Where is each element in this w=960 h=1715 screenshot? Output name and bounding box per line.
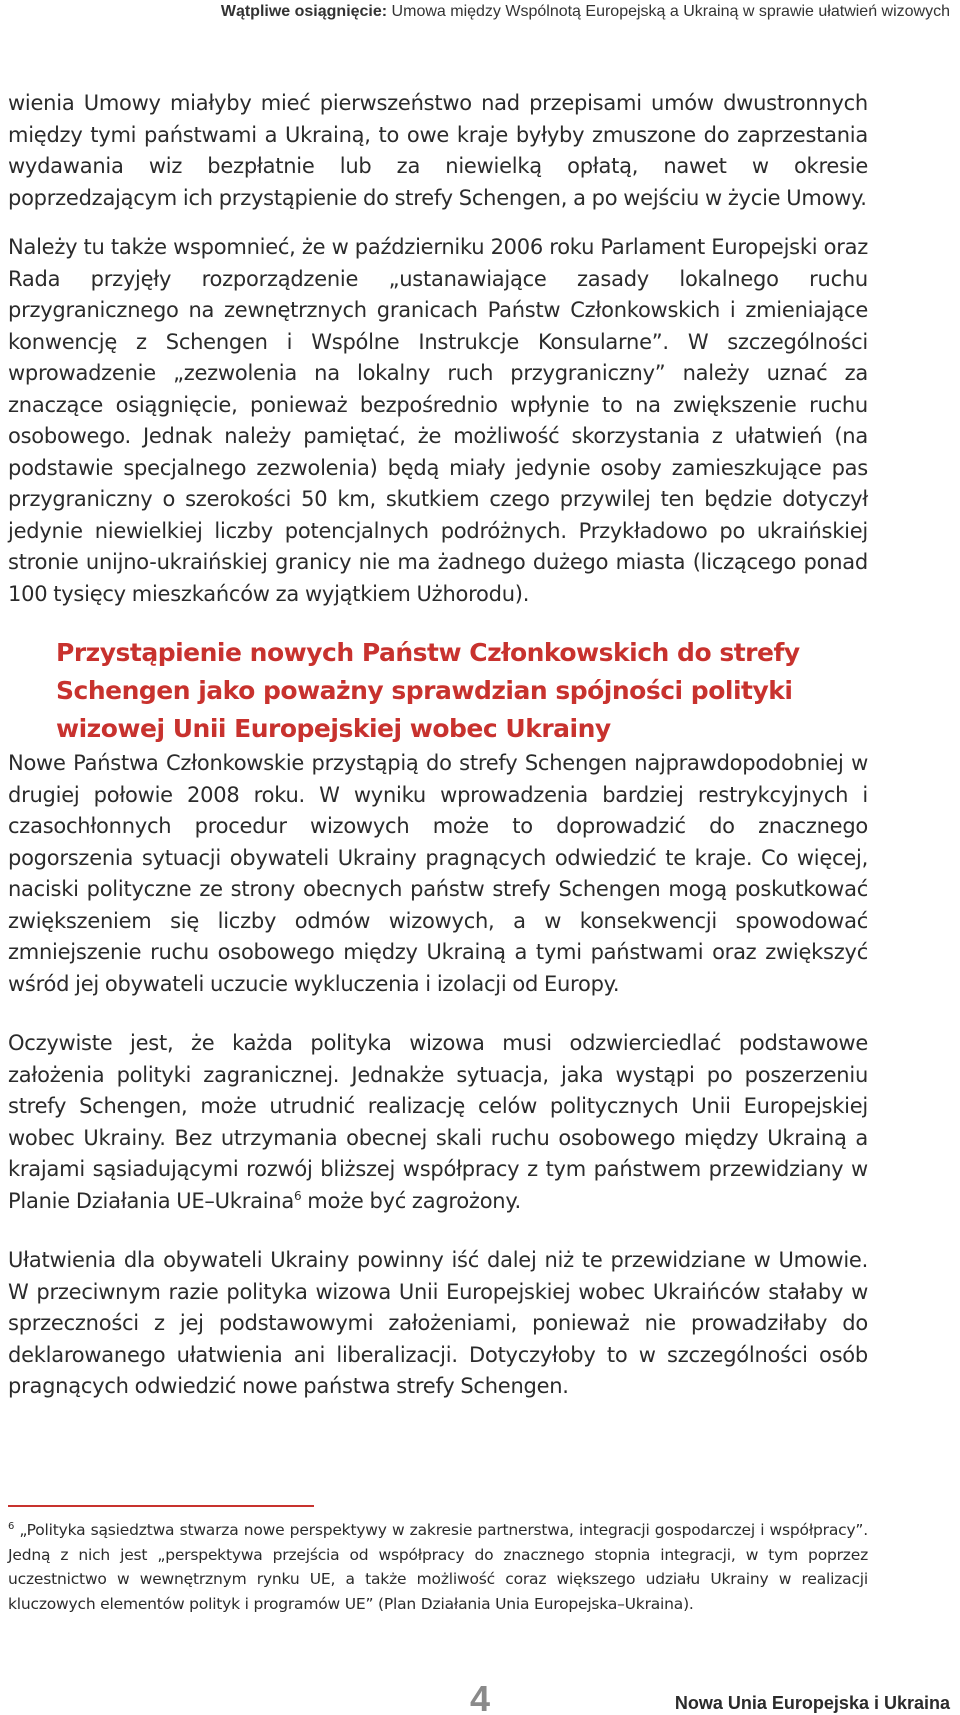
running-header-bold: Wątpliwe osiągnięcie: xyxy=(220,3,388,20)
paragraph-4-text: Oczywiste jest, że każda polityka wizowa musi odzwierciedlać podstawowe założenia polityki zagranicznej. Jednakże sytuacja, jaka wystąpi po poszerzeniu strefy Schengen, może utrudnić realizację celów politycznych Unii Europejskiej wobec Ukrainy. Bez utrzymania obecnej skali ruchu osobowego między Ukrainą a krajami sąsiadującymi rozwój bliższej współpracy z tym państwem przewidziany w Planie Działania UE–Ukraina xyxy=(8,1031,868,1213)
running-header xyxy=(0,0,960,34)
publication-title: Nowa Unia Europejska i Ukraina xyxy=(674,1693,950,1713)
paragraph-3: Nowe Państwa Członkowskie przystąpią do strefy Schengen najprawdopodobniej w drugiej połowie 2008 roku. W wyniku wprowadzenia bardziej restrykcyjnych i czasochłonnych procedur wizowych może to doprowadzić do znacznego pogorszenia sytuacji obywateli Ukrainy pragnących odwiedzić te kraje. Co więcej, naciski polityczne ze strony obecnych państw strefy Schengen mogą poskutkować zwiększeniem się liczby odmów wizowych, a w konsekwencji spowodować zmniejszenie ruchu osobowego między Ukrainą a tymi państwami oraz zwiększyć wśród jej obywateli uczucie wykluczenia i izolacji od Europy. xyxy=(8,751,868,996)
running-header-title: Umowa między Wspólnotą Europejską a Ukrainą w sprawie ułatwień wizowych xyxy=(387,3,950,20)
paragraph-2: Należy tu także wspomnieć, że w październiku 2006 roku Parlament Europejski oraz Rada przyjęły rozporządzenie „ustanawiające zasady lokalnego ruchu przygranicznego na zewnętrznych granicach Państw Członkowskich i zmieniające konwencję z Schengen i Wspólne Instrukcje Konsularne”. W szczególności wprowadzenie „zezwolenia na lokalny ruch przygraniczny” należy uznać za znaczące osiągnięcie, ponieważ bezpośrednio wpłynie to na zwiększenie ruchu osobowego. Jednak należy pamiętać, że możliwość skorzystania z ułatwień (na podstawie specjalnego zezwolenia) będą miały jedynie osoby zamieszkujące pas przygraniczny o szerokości 50 km, skutkiem czego przywilej ten będzie dotyczył jedynie niewielkiej liczby potencjalnych podróżnych. Przykładowo po ukraińskiej stronie unijno-ukraińskiej granicy nie ma żadnego dużego miasta (liczącego ponad 100 tysięcy mieszkańców za wyjątkiem Użhorodu). xyxy=(8,235,868,606)
paragraph-4 xyxy=(8,1028,868,1217)
footnote-number: 6 xyxy=(8,1520,15,1532)
paragraph-5: Ułatwienia dla obywateli Ukrainy powinny iść dalej niż te przewidziane w Umowie. W przeciwnym razie polityka wizowa Unii Europejskiej wobec Ukraińców stałaby w sprzeczności z jej podstawowymi założeniami, ponieważ nie prowadziłaby do deklarowanego ułatwienia ani liberalizacji. Dotyczyłoby to w szczególności osób pragnących odwiedzić nowe państwa strefy Schengen. xyxy=(8,1248,868,1398)
section-heading: Przystąpienie nowych Państw Członkowskich do strefy Schengen jako poważny sprawdzian spójności polityki wizowej Unii Europejskiej wobec Ukrainy xyxy=(56,638,800,743)
footnote-divider xyxy=(8,1505,314,1507)
footnote-text: „Polityka sąsiedztwa stwarza nowe perspektywy w zakresie partnerstwa, integracji gospodarczej i współpracy”. Jedną z nich jest „perspektywa przejścia od współpracy do znacznego stopnia integracji, w tym poprzez uczestnictwo w wewnętrznym rynku UE, a także możliwość coraz większego udziału Ukrainy w realizacji kluczowych elementów polityk i programów UE” (Plan Działania Unia Europejska–Ukraina). xyxy=(8,1521,868,1613)
footnote xyxy=(8,1518,868,1616)
main-content xyxy=(8,88,868,1403)
page-number: 4 xyxy=(470,1678,491,1715)
footnote-reference[interactable]: 6 xyxy=(293,1188,302,1203)
paragraph-4-tail: może być zagrożony. xyxy=(301,1188,521,1213)
paragraph-1: wienia Umowy miałyby mieć pierwszeństwo nad przepisami umów dwustronnych między tymi państwami a Ukrainą, to owe kraje byłyby zmuszone do zaprzestania wydawania wiz bezpłatnie lub za niewielką opłatą, nawet w okresie poprzedzającym ich przystąpienie do strefy Schengen, a po wejściu w życie Umowy. xyxy=(8,91,868,210)
